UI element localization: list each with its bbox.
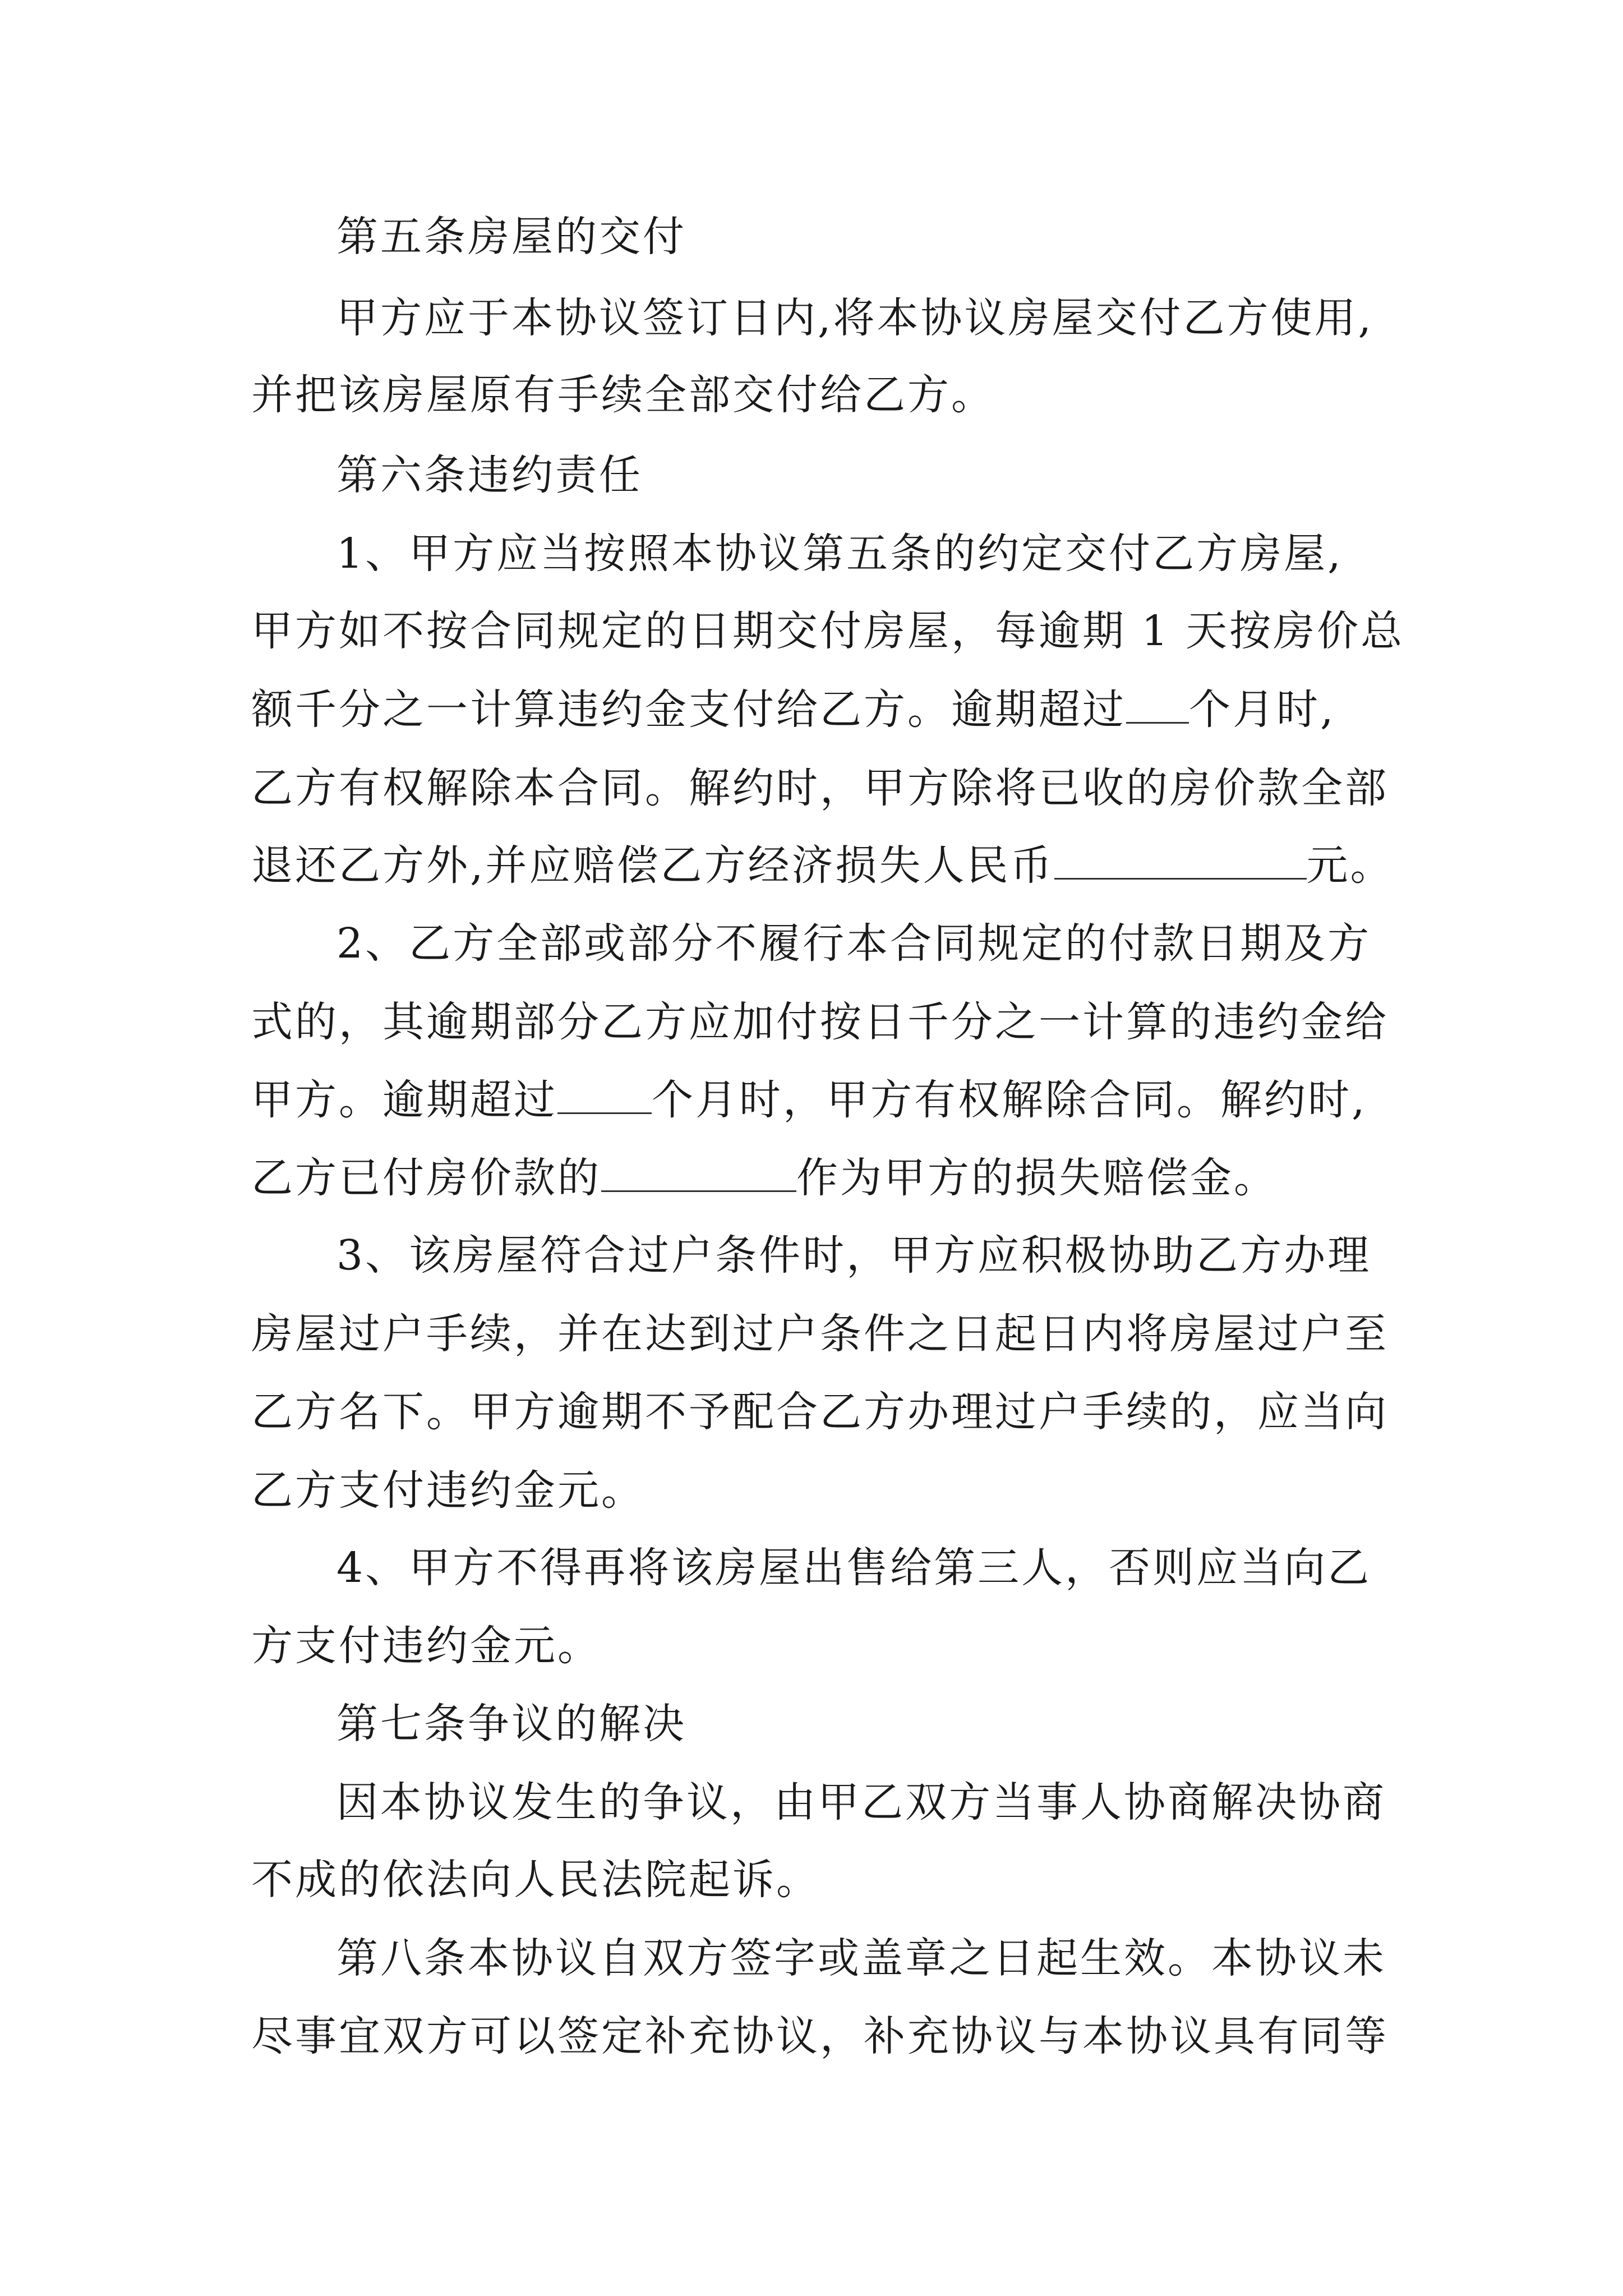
- item2-line-4-text-a: 乙方已付房价款的: [251, 1154, 601, 1202]
- article6-heading: 第六条违约责任: [336, 451, 643, 499]
- article8-line-2: 尽事宜双方可以签定补充协议，补充协议与本协议具有同等: [251, 2012, 1389, 2060]
- article5-paragraph-line-2: 并把该房屋原有手续全部交付给乙方。: [251, 371, 995, 419]
- item2-line-3-text-a: 甲方。逾期超过: [251, 1076, 557, 1124]
- item1-line-3-text-b: 个月时,: [1189, 685, 1336, 734]
- item3-line-4: 乙方支付违约金元。: [251, 1466, 645, 1515]
- item1-line-5: [251, 838, 1394, 894]
- blank-percentage: [601, 1157, 796, 1192]
- item1-line-4: 乙方有权解除本合同。解约时，甲方除将已收的房价款全部: [251, 764, 1389, 812]
- item3-line-1: 3、该房屋符合过户条件时，甲方应积极协助乙方办理: [336, 1231, 1372, 1280]
- blank-months-1: [1126, 688, 1189, 724]
- article7-heading: 第七条争议的解决: [336, 1700, 686, 1748]
- item1-line-2: 甲方如不按合同规定的日期交付房屋，每逾期 1 天按房价总: [251, 607, 1405, 655]
- item2-line-2: 式的，其逾期部分乙方应加付按日千分之一计算的违约金给: [251, 998, 1389, 1046]
- item2-line-3-text-b: 个月时，甲方有权解除合同。解约时,: [652, 1076, 1367, 1124]
- item4-line-1: 4、甲方不得再将该房屋出售给第三人，否则应当向乙: [336, 1544, 1372, 1592]
- article5-paragraph-line-1: 甲方应于本协议签订日内,将本协议房屋交付乙方使用,: [336, 294, 1374, 342]
- article5-heading: 第五条房屋的交付: [336, 213, 686, 261]
- item2-line-4: [251, 1150, 1278, 1206]
- item3-line-2: 房屋过户手续，并在达到过户条件之日起日内将房屋过户至: [251, 1310, 1389, 1358]
- item2-line-1: 2、乙方全部或部分不履行本合同规定的付款日期及方: [336, 919, 1372, 968]
- item4-line-2: 方支付违约金元。: [251, 1622, 601, 1670]
- item2-line-4-text-b: 作为甲方的损失赔偿金。: [796, 1154, 1278, 1202]
- blank-amount: [1054, 844, 1307, 880]
- article7-paragraph-line-2: 不成的依法向人民法院起诉。: [251, 1856, 820, 1904]
- item1-line-3: [251, 682, 1336, 738]
- article7-paragraph-line-1: 因本协议发生的争议，由甲乙双方当事人协商解决协商: [336, 1778, 1386, 1826]
- item3-line-3: 乙方名下。甲方逾期不予配合乙方办理过户手续的，应当向: [251, 1388, 1389, 1436]
- item1-line-5-text-a: 退还乙方外,并应赔偿乙方经济损失人民币: [251, 841, 1054, 890]
- item1-line-1: 1、甲方应当按照本协议第五条的约定交付乙方房屋,: [336, 530, 1343, 578]
- item1-line-3-text-a: 额千分之一计算违约金支付给乙方。逾期超过: [251, 685, 1126, 734]
- item2-line-3: [251, 1072, 1367, 1128]
- article8-line-1: 第八条本协议自双方签字或盖章之日起生效。本协议未: [336, 1934, 1386, 1982]
- blank-months-2: [557, 1079, 652, 1114]
- item1-line-5-text-b: 元。: [1306, 841, 1394, 890]
